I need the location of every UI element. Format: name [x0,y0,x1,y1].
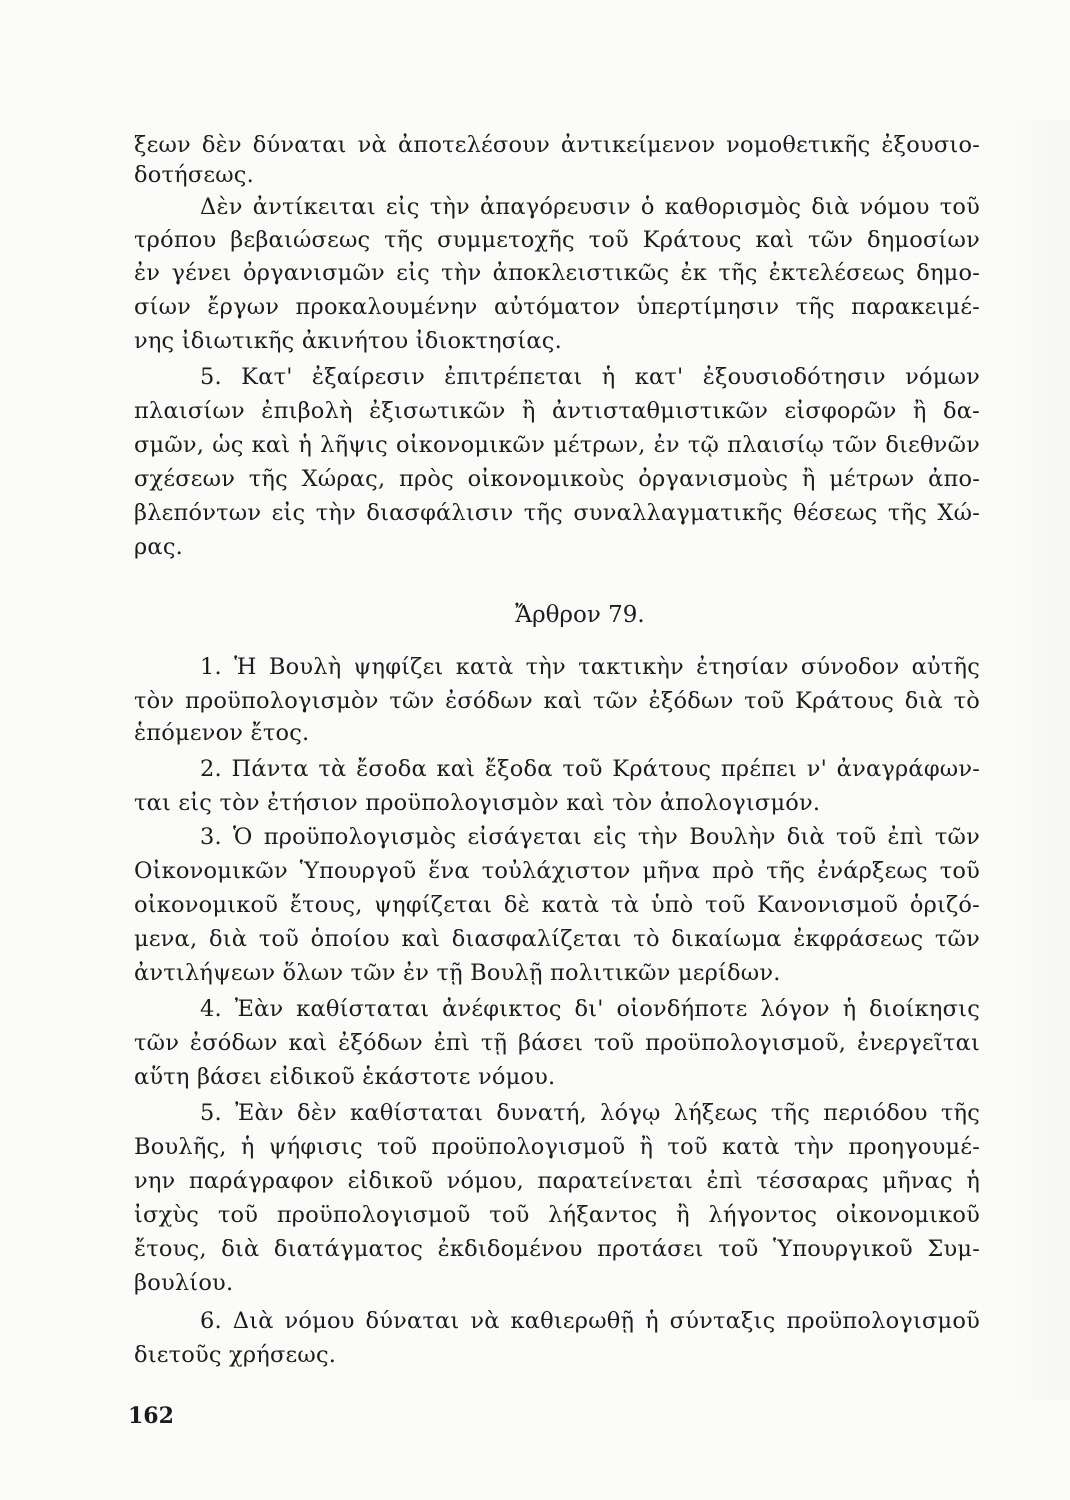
text-line: Οἰκονομικῶν Ὑπουργοῦ ἕνα τοὐλάχιστον μῆνα πρὸ τῆς ἐνάρξεως τοῦ [134,858,980,884]
text-line: ται εἰς τὸν ἐτήσιον προϋπολογισμὸν καὶ τὸν ἀπολογισμόν. [134,790,821,816]
text-line: βλεπόντων εἰς τὴν διασφάλισιν τῆς συναλλαγματικῆς θέσεως τῆς Χώ- [134,500,980,526]
text-line: βουλίου. [134,1270,234,1296]
text-line: Βουλῆς, ἡ ψήφισις τοῦ προϋπολογισμοῦ ἢ τοῦ κατὰ τὴν προηγουμέ- [134,1134,980,1160]
text-line: μενα, διὰ τοῦ ὁποίου καὶ διασφαλίζεται τὸ δικαίωμα ἐκφράσεως τῶν [134,926,980,952]
text-line: τὸν προϋπολογισμὸν τῶν ἐσόδων καὶ τῶν ἐξόδων τοῦ Κράτους διὰ τὸ [134,688,980,714]
text-line: τῶν ἐσόδων καὶ ἐξόδων ἐπὶ τῇ βάσει τοῦ προϋπολογισμοῦ, ἐνεργεῖται [134,1030,980,1056]
text-line: νης ἰδιωτικῆς ἀκινήτου ἰδιοκτησίας. [134,328,562,354]
text-line: σμῶν, ὡς καὶ ἡ λῆψις οἰκονομικῶν μέτρων, ἐν τῷ πλαισίῳ τῶν διεθνῶν [134,432,980,458]
text-line: 3. Ὁ προϋπολογισμὸς εἰσάγεται εἰς τὴν Βουλὴν διὰ τοῦ ἐπὶ τῶν [200,824,980,850]
text-line: ρας. [134,534,183,560]
text-line: 6. Διὰ νόμου δύναται νὰ καθιερωθῇ ἡ σύνταξις προϋπολογισμοῦ [200,1308,980,1334]
text-line: Δὲν ἀντίκειται εἰς τὴν ἀπαγόρευσιν ὁ καθορισμὸς διὰ νόμου τοῦ [200,194,980,220]
article-heading: Ἄρθρον 79. [515,602,645,628]
text-line: ξεων δὲν δύναται νὰ ἀποτελέσουν ἀντικείμενον νομοθετικῆς ἐξουσιο- [134,132,980,158]
text-line: σχέσεων τῆς Χώρας, πρὸς οἰκονομικοὺς ὀργανισμοὺς ἢ μέτρων ἀπο- [134,466,980,492]
page-edge-shadow [1010,120,1070,1400]
text-line: οἰκονομικοῦ ἔτους, ψηφίζεται δὲ κατὰ τὰ ὑπὸ τοῦ Κανονισμοῦ ὁριζό- [134,892,980,918]
text-line: 1. Ἡ Βουλὴ ψηφίζει κατὰ τὴν τακτικὴν ἐτησίαν σύνοδον αὐτῆς [200,654,980,680]
text-line: ἰσχὺς τοῦ προϋπολογισμοῦ τοῦ λήξαντος ἢ λήγοντος οἰκονομικοῦ [134,1202,980,1228]
text-line: σίων ἔργων προκαλουμένην αὐτόματον ὑπερτίμησιν τῆς παρακειμέ- [134,294,980,320]
text-line: 4. Ἐὰν καθίσταται ἀνέφικτος δι' οἱονδήποτε λόγον ἡ διοίκησις [200,996,980,1022]
text-line: 5. Ἐὰν δὲν καθίσταται δυνατή, λόγῳ λήξεως τῆς περιόδου τῆς [200,1100,980,1126]
text-line: διετοῦς χρήσεως. [134,1342,337,1368]
text-line: τρόπου βεβαιώσεως τῆς συμμετοχῆς τοῦ Κράτους καὶ τῶν δημοσίων [134,227,980,253]
text-line: ἐν γένει ὀργανισμῶν εἰς τὴν ἀποκλειστικῶς ἐκ τῆς ἐκτελέσεως δημο- [134,260,980,286]
text-line: πλαισίων ἐπιβολὴ ἐξισωτικῶν ἢ ἀντισταθμιστικῶν εἰσφορῶν ἢ δα- [134,398,980,424]
text-line: 5. Κατ' ἐξαίρεσιν ἐπιτρέπεται ἡ κατ' ἐξουσιοδότησιν νόμων [200,364,980,390]
text-line: ἑπόμενον ἔτος. [134,720,310,746]
text-line: αὕτη βάσει εἰδικοῦ ἑκάστοτε νόμου. [134,1064,556,1090]
text-line: 2. Πάντα τὰ ἔσοδα καὶ ἔξοδα τοῦ Κράτους πρέπει ν' ἀναγράφων- [200,756,980,782]
text-line: δοτήσεως. [134,162,254,188]
text-line: ἔτους, διὰ διατάγματος ἐκδιδομένου προτάσει τοῦ Ὑπουργικοῦ Συμ- [134,1236,980,1262]
page-number: 162 [128,1403,174,1429]
text-line: νην παράγραφον εἰδικοῦ νόμου, παρατείνεται ἐπὶ τέσσαρας μῆνας ἡ [134,1168,980,1194]
text-line: ἀντιλήψεων ὅλων τῶν ἐν τῇ Βουλῇ πολιτικῶν μερίδων. [134,960,781,986]
